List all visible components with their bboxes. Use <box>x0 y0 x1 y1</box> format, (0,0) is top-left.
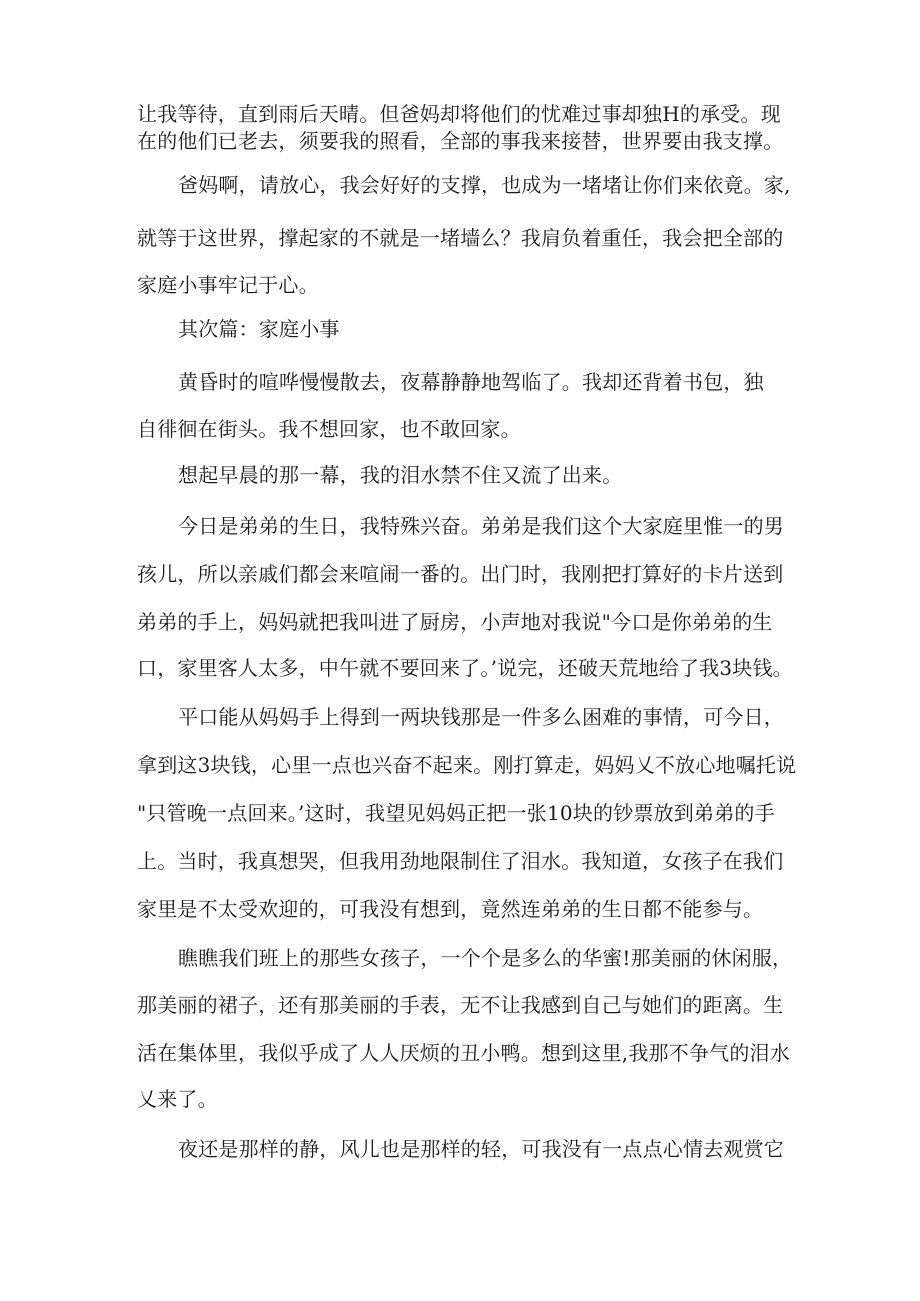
text-line: 那美丽的裙子，还有那美丽的手表，无不让我感到自己与她们的距离。生 <box>137 993 784 1017</box>
paragraph-start-line: 爸妈啊，请放心，我会好好的支撑，也成为一堵堵让你们来依竟。家, <box>178 173 791 197</box>
paragraph-start-line: 瞧瞧我们班上的那些女孩子，一个个是多么的华蜜!那美丽的休闲服， <box>178 946 793 970</box>
text-line: 孩儿，所以亲戚们都会来喧闹一番的。出门时，我刚把打算好的卡片送到 <box>137 562 784 586</box>
text-line: 自徘徊在街头。我不想回家，也不敢回家。 <box>137 417 521 441</box>
section-heading: 其次篇：家庭小事 <box>178 317 340 341</box>
text-line: 在的他们已老去，须要我的照看，全部的事我来接替，世界要由我支撑。 <box>137 129 784 153</box>
text-line: 就等于这世界，撑起家的不就是一堵墙么？我肩负着重任，我会把全部的 <box>137 226 784 250</box>
text-line: 活在集体里，我似乎成了人人厌烦的丑小鸭。想到这里,我那不争气的泪水 <box>137 1041 790 1065</box>
paragraph-start-line: 夜还是那样的静，风儿也是那样的轻，可我没有一点点心情去观赏它 <box>178 1137 784 1161</box>
paragraph-start-line: 平口能从妈妈手上得到一两块钱那是一件多么困难的事情，可今日， <box>178 705 784 729</box>
text-line: 拿到这3块钱，心里一点也兴奋不起来。刚打算走，妈妈乂不放心地嘱托说 <box>137 753 797 777</box>
paragraph-start-line: 想起早晨的那一幕，我的泪水禁不住又流了出来。 <box>178 463 623 487</box>
paragraph-start-line: 今日是弟弟的生日，我特殊兴奋。弟弟是我们这个大家庭里惟一的男 <box>178 514 784 538</box>
text-line: "只管晚一点回来。’这时，我望见妈妈正把一张10块的钞票放到弟弟的手 <box>137 801 775 825</box>
text-line: 家庭小事牢记于心。 <box>137 273 319 297</box>
text-line: 家里是不太受欢迎的，可我没有想到，竟然连弟弟的生日都不能参与。 <box>137 897 764 921</box>
paragraph-start-line: 黄昏时的喧哗慢慢散去，夜幕静静地驾临了。我却还背着书包，独 <box>178 370 764 394</box>
text-line: 让我等待，直到雨后天晴。但爸妈却将他们的忧难过事却独H的承受。现 <box>137 102 781 126</box>
text-line: 弟弟的手上，妈妈就把我叫进了厨房，小声地对我说"今口是你弟弟的生 <box>137 610 773 634</box>
text-line: 口，家里客人太多，中午就不要回来了。’说完，还破天荒地给了我3块钱。 <box>137 656 793 680</box>
text-line: 乂来了。 <box>137 1087 218 1111</box>
text-line: 上。当时，我真想哭，但我用劲地限制住了泪水。我知道，女孩子在我们 <box>137 849 784 873</box>
